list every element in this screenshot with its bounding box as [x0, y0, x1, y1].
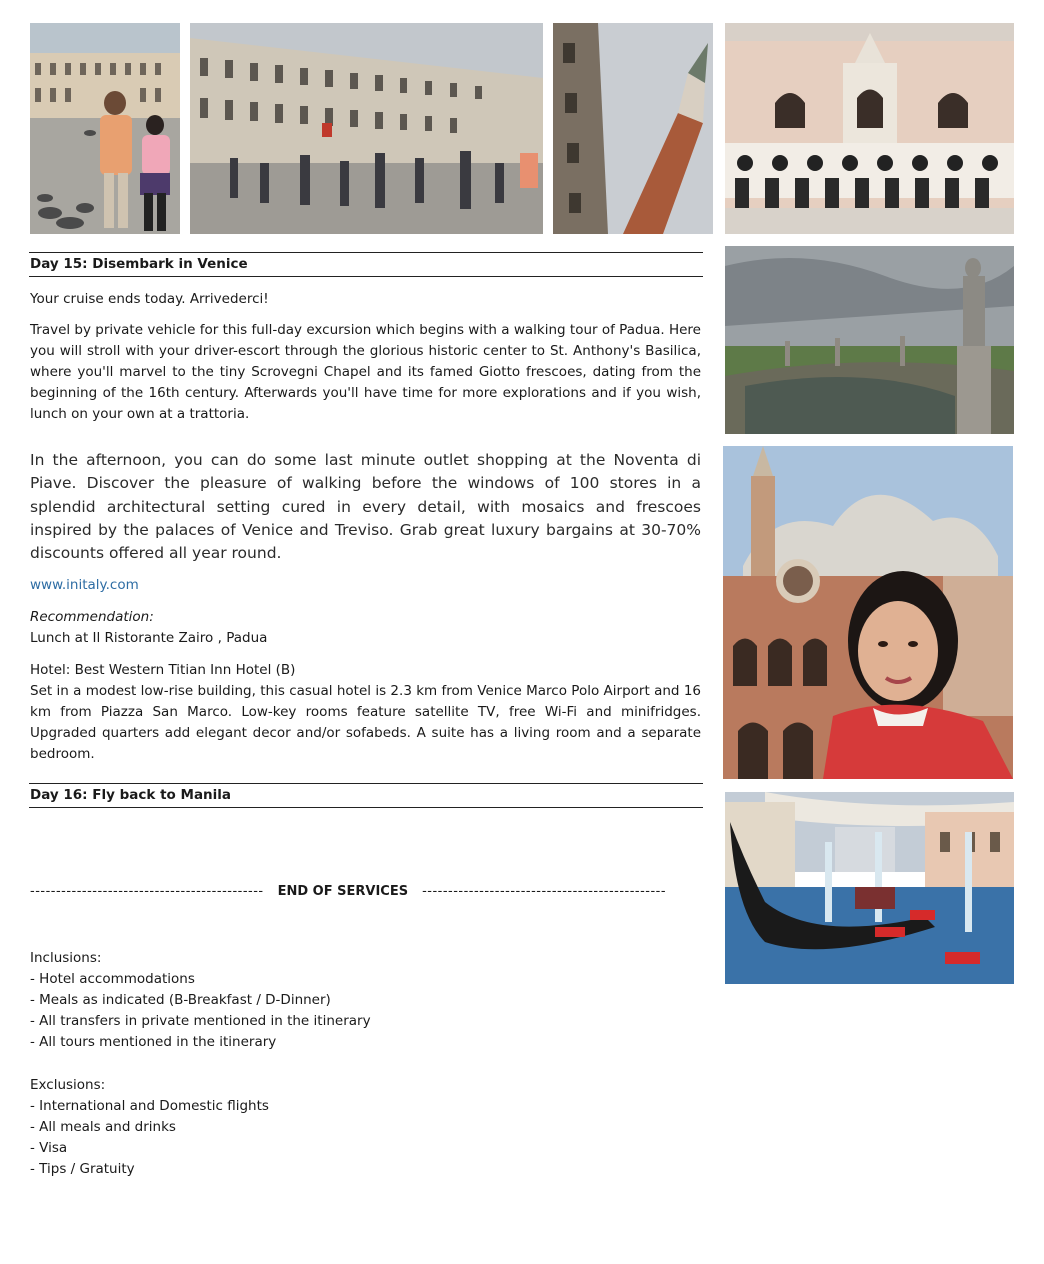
day15-outlet-paragraph: In the afternoon, you can do some last minute outlet shopping at the Noventa di Piave. Discover the pleasure of walking before the windows of 100 stores in a splendid architectural setting cured in every detail, with mosaics and frescoes inspired by the palaces of Venice and Treviso. Grab great luxury bargains at 30-70% discounts offered all year round.	[30, 451, 701, 563]
exclusions-title: Exclusions:	[30, 1077, 106, 1093]
recommendation-label: Recommendation:	[30, 609, 154, 625]
photo-piazza-san-marco-pigeons	[30, 23, 180, 234]
end-of-services-divider	[30, 884, 666, 899]
end-of-services-label: END OF SERVICES	[277, 884, 409, 899]
recommendation-text: Lunch at Il Ristorante Zairo , Padua	[30, 630, 268, 646]
hotel-title: Hotel: Best Western Titian Inn Hotel (B)	[30, 662, 296, 678]
hotel-description: Set in a modest low-rise building, this casual hotel is 2.3 km from Venice Marco Polo Airport and 16 km from Piazza San Marco. Low-key rooms feature satellite TV, free Wi-Fi and minifridges. Upgraded quarters add elegant decor and/or sofabeds. A suite has a living room and a separate bedroom.	[30, 683, 701, 762]
list-item: - All meals and drinks	[30, 1119, 176, 1135]
divider-dashes-right: -----------------------------------------------	[422, 884, 667, 899]
list-item: - Hotel accommodations	[30, 971, 195, 987]
divider-dashes-left: ---------------------------------------------	[30, 884, 264, 899]
day16-heading: Day 16: Fly back to Manila	[29, 783, 703, 808]
list-item: - All tours mentioned in the itinerary	[30, 1034, 277, 1050]
list-item: - Visa	[30, 1140, 68, 1156]
day15-heading: Day 15: Disembark in Venice	[29, 252, 703, 277]
photo-noventa-gondola	[725, 792, 1014, 984]
photo-doges-palace	[725, 23, 1014, 234]
exclusions-list	[30, 1096, 701, 1180]
list-item: - Tips / Gratuity	[30, 1161, 135, 1177]
initaly-link[interactable]: www.initaly.com	[30, 577, 139, 593]
inclusions-list	[30, 969, 701, 1053]
photo-campanile	[553, 23, 713, 234]
list-item: - Meals as indicated (B-Breakfast / D-Dinner)	[30, 992, 331, 1008]
list-item: - All transfers in private mentioned in the itinerary	[30, 1013, 371, 1029]
photo-piazza-san-marco-crowd	[190, 23, 543, 234]
exclusions-section	[30, 1075, 701, 1180]
inclusions-section	[30, 948, 701, 1053]
day15-excursion-paragraph: Travel by private vehicle for this full-day excursion which begins with a walking tour of Padua. Here you will stroll with your driver-escort through the glorious historic center to St. Anthony's Basilica, where you'll marvel to the tiny Scrovegni Chapel and its famed Giotto frescoes, dating from the beginning of the 16th century. Afterwards you'll have time for more explorations and if you wish, lunch on your own at a trattoria.	[30, 322, 701, 422]
list-item: - International and Domestic flights	[30, 1098, 269, 1114]
day15-intro: Your cruise ends today. Arrivederci!	[30, 291, 269, 307]
photo-prato-della-valle	[725, 246, 1014, 434]
inclusions-title: Inclusions:	[30, 950, 102, 966]
photo-basilica-selfie	[723, 446, 1013, 779]
